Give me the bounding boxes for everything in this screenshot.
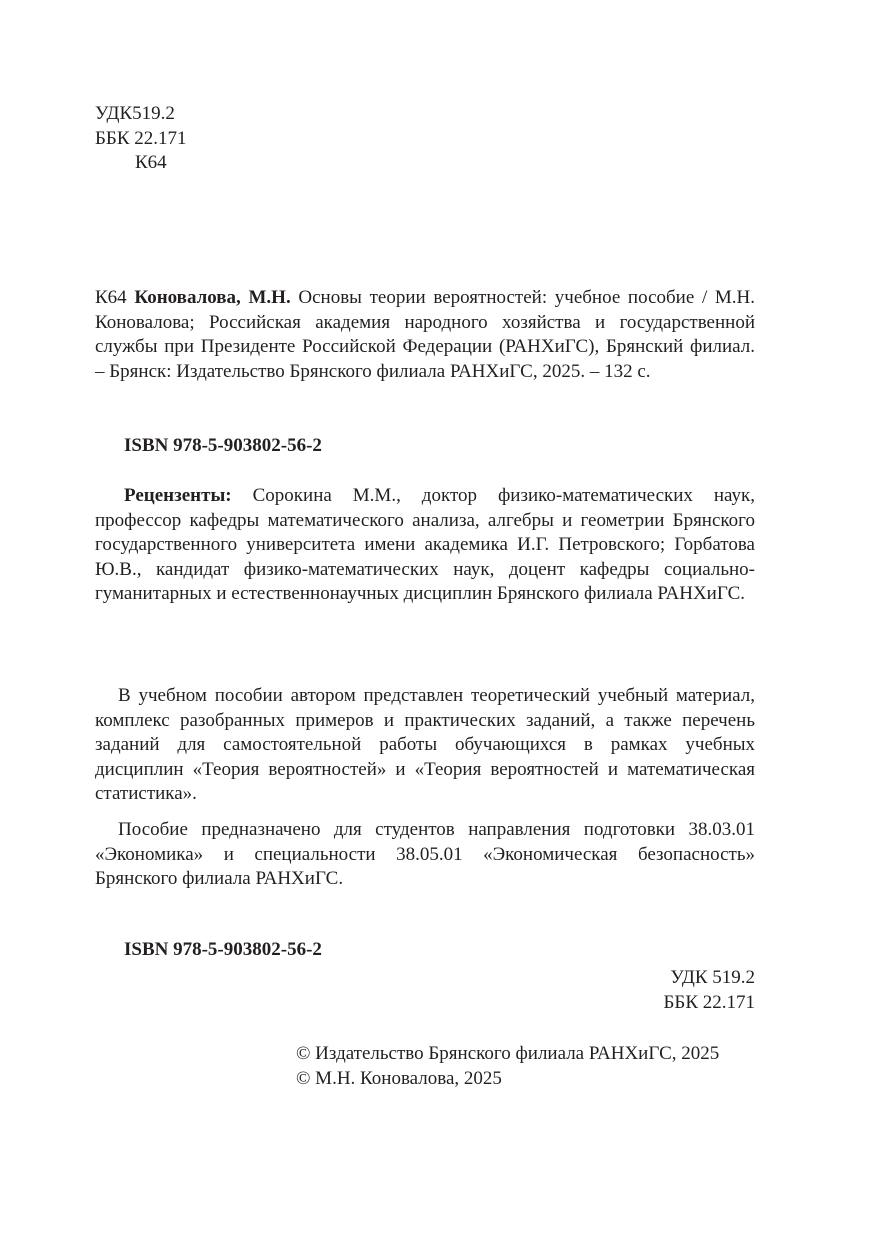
reviewers-text: Сорокина М.М., доктор физико-математических наук, профессор кафедры математического анализа, алгебры и геометрии Брянского государственного университета имени академика И.Г. Петровского; Горбатова Ю.В., кандидат физико-математических наук, доцент кафедры социально-гуманитарных и естественнонаучных дисциплин Брянского филиала РАНХиГС. [95, 485, 755, 605]
bib-author-mark: К64 [95, 287, 127, 308]
bib-description: Основы теории вероятностей: учебное пособие / М.Н. Коновалова; Российская академия народного хозяйства и государственной службы при Президенте Российской Федерации (РАНХиГС), Брянский филиал. – Брянск: Издательство Брянского филиала РАНХиГС, 2025. – 132 с. [95, 287, 756, 382]
udk-code: УДК519.2 [95, 103, 175, 124]
abstract-paragraph-1: В учебном пособии автором представлен теоретический учебный материал, комплекс разобранных примеров и практических заданий, а также перечень заданий для самостоятельной работы обучающихся в рамках учебных дисциплин «Теория вероятностей» и «Теория вероятностей и математическая статистика». [95, 685, 755, 805]
classification-codes-top [95, 102, 755, 176]
bib-author: Коновалова, М.Н. [134, 287, 291, 308]
bbk-code: ББК 22.171 [95, 127, 187, 149]
reviewers-block [95, 484, 755, 607]
footer-udk-code: УДК 519.2 [670, 967, 755, 988]
copyright-notice [296, 1042, 766, 1091]
reviewers-label: Рецензенты: [124, 485, 232, 506]
footer-bbk-code: ББК 22.171 [663, 991, 755, 1013]
classification-codes-bottom [95, 966, 755, 1015]
isbn-top: ISBN 978-5-903802-56-2 [124, 435, 322, 456]
bibliographic-record [95, 286, 755, 384]
copyright-author: © М.Н. Коновалова, 2025 [296, 1067, 502, 1089]
abstract-paragraph-2: Пособие предназначено для студентов направления подготовки 38.03.01 «Экономика» и специальности 38.05.01 «Экономическая безопасность» Брянского филиала РАНХиГС. [95, 819, 755, 890]
isbn-bottom: ISBN 978-5-903802-56-2 [124, 939, 322, 960]
copyright-publisher: © Издательство Брянского филиала РАНХиГС, 2025 [296, 1043, 720, 1064]
author-mark: К64 [135, 152, 167, 174]
